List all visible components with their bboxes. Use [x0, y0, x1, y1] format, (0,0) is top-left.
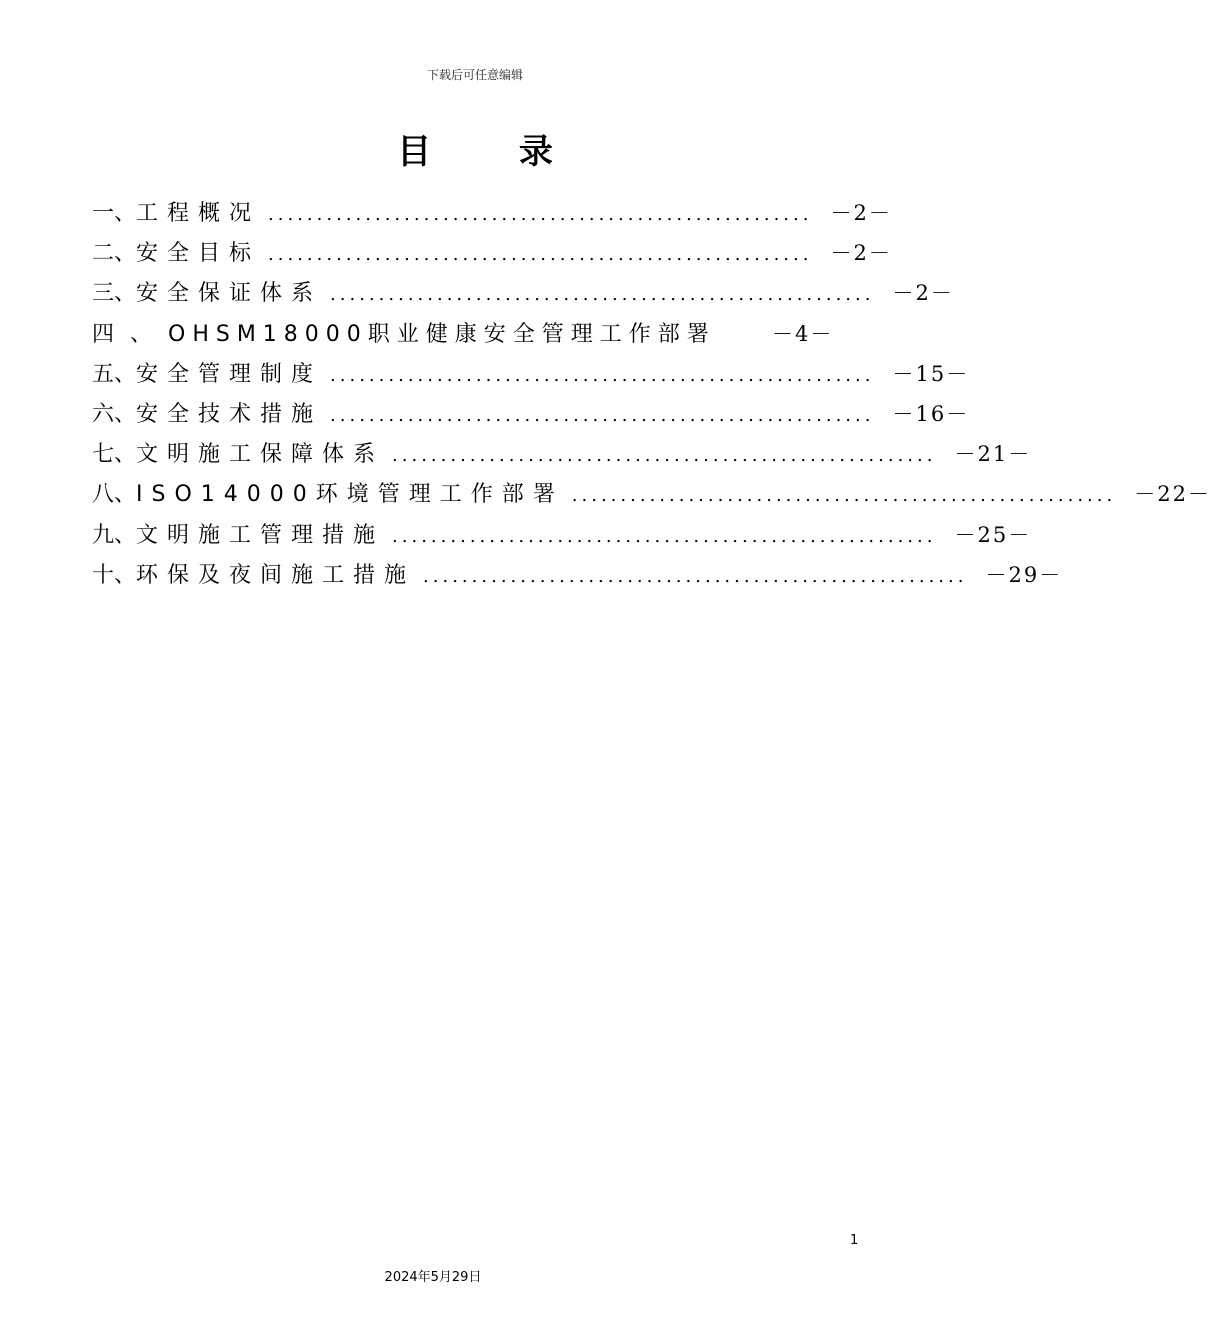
toc-entry-label: 安全管理制度 [136, 361, 323, 387]
toc-entry-separator: 、 [114, 522, 137, 548]
toc-entry[interactable] [92, 233, 892, 273]
toc-entry-separator: 、 [114, 562, 137, 588]
toc-entry[interactable] [92, 314, 862, 354]
toc-entry-separator: 、 [114, 241, 137, 267]
toc-entry-page: －16－ [892, 401, 970, 426]
header-note: 下载后可任意编辑 [426, 68, 523, 82]
toc-entry-separator: 、 [114, 201, 137, 226]
toc-entry-label: 工程概况 [136, 201, 261, 226]
toc-entry-label: 安全技术措施 [136, 401, 323, 427]
toc-entry-page: －2－ [830, 241, 892, 266]
toc-leader-dots: ........................................................ [423, 565, 968, 587]
toc-entry-label: 安全目标 [136, 241, 261, 267]
toc-entry-label: 文明施工管理措施 [136, 522, 385, 548]
toc-entry-page: －22－ [1134, 482, 1211, 507]
toc-entry-label: 文明施工保障体系 [136, 442, 385, 468]
toc-leader-dots: ........................................................ [268, 244, 813, 266]
toc-entry-number: 八 [92, 482, 115, 508]
toc-entry-page: －4－ [772, 321, 834, 346]
toc-entry[interactable] [92, 474, 1211, 514]
toc-entry-page: －21－ [954, 442, 1032, 467]
toc-entry-separator: 、 [114, 401, 137, 427]
toc-entry-label: 安全保证体系 [136, 281, 323, 307]
toc-entry-number: 一 [92, 201, 115, 226]
toc-entry[interactable] [92, 515, 1032, 555]
toc-entry-number: 四 [92, 321, 115, 347]
toc-entry[interactable] [92, 273, 954, 313]
toc-entry-number: 十 [92, 562, 115, 588]
toc-entry-page: －2－ [892, 281, 954, 306]
toc-entry[interactable] [92, 394, 970, 434]
toc-leader-dots: ........................................................ [330, 404, 875, 426]
toc-entry-number: 九 [92, 522, 115, 548]
toc-entry-page: －15－ [892, 361, 970, 386]
toc-entry-separator: 、 [114, 281, 137, 307]
toc-leader-dots: ........................................................ [571, 485, 1117, 507]
toc-entry-page: －2－ [830, 201, 892, 225]
toc-entry-number: 六 [92, 401, 115, 427]
toc-entry-page: －25－ [954, 522, 1032, 547]
toc-entry-separator: 、 [114, 361, 137, 387]
toc-entry-label: ISO14000环境管理工作部署 [136, 482, 564, 508]
toc-entry-number: 五 [92, 361, 115, 387]
toc-leader-dots: ........................................................ [268, 204, 813, 225]
toc-entry-separator: 、 [130, 321, 153, 347]
toc-entry-number: 七 [92, 442, 115, 468]
table-of-contents [92, 193, 1211, 595]
toc-entry-label: 环保及夜间施工措施 [136, 562, 416, 588]
toc-leader-dots: ........................................................ [330, 284, 875, 306]
toc-leader-dots: ........................................................ [330, 364, 875, 386]
toc-entry-label: OHSM18000职业健康安全管理工作部署 [168, 321, 716, 347]
toc-entry[interactable] [92, 555, 1063, 595]
toc-entry-separator: 、 [114, 482, 137, 508]
toc-entry-number: 二 [92, 241, 115, 267]
toc-leader-dots: ........................................................ [392, 525, 937, 547]
toc-entry-number: 三 [92, 281, 115, 307]
toc-entry-page: －29－ [985, 562, 1063, 587]
toc-entry-separator: 、 [114, 442, 137, 468]
page-title: 目 录 [397, 132, 591, 172]
toc-entry[interactable] [92, 434, 1032, 474]
footer-date: 2024年5月29日 [384, 1270, 482, 1285]
toc-leader-dots: ........................................................ [392, 445, 937, 467]
page-number: 1 [850, 1233, 859, 1248]
toc-entry[interactable] [92, 354, 970, 394]
toc-entry[interactable] [92, 193, 892, 233]
